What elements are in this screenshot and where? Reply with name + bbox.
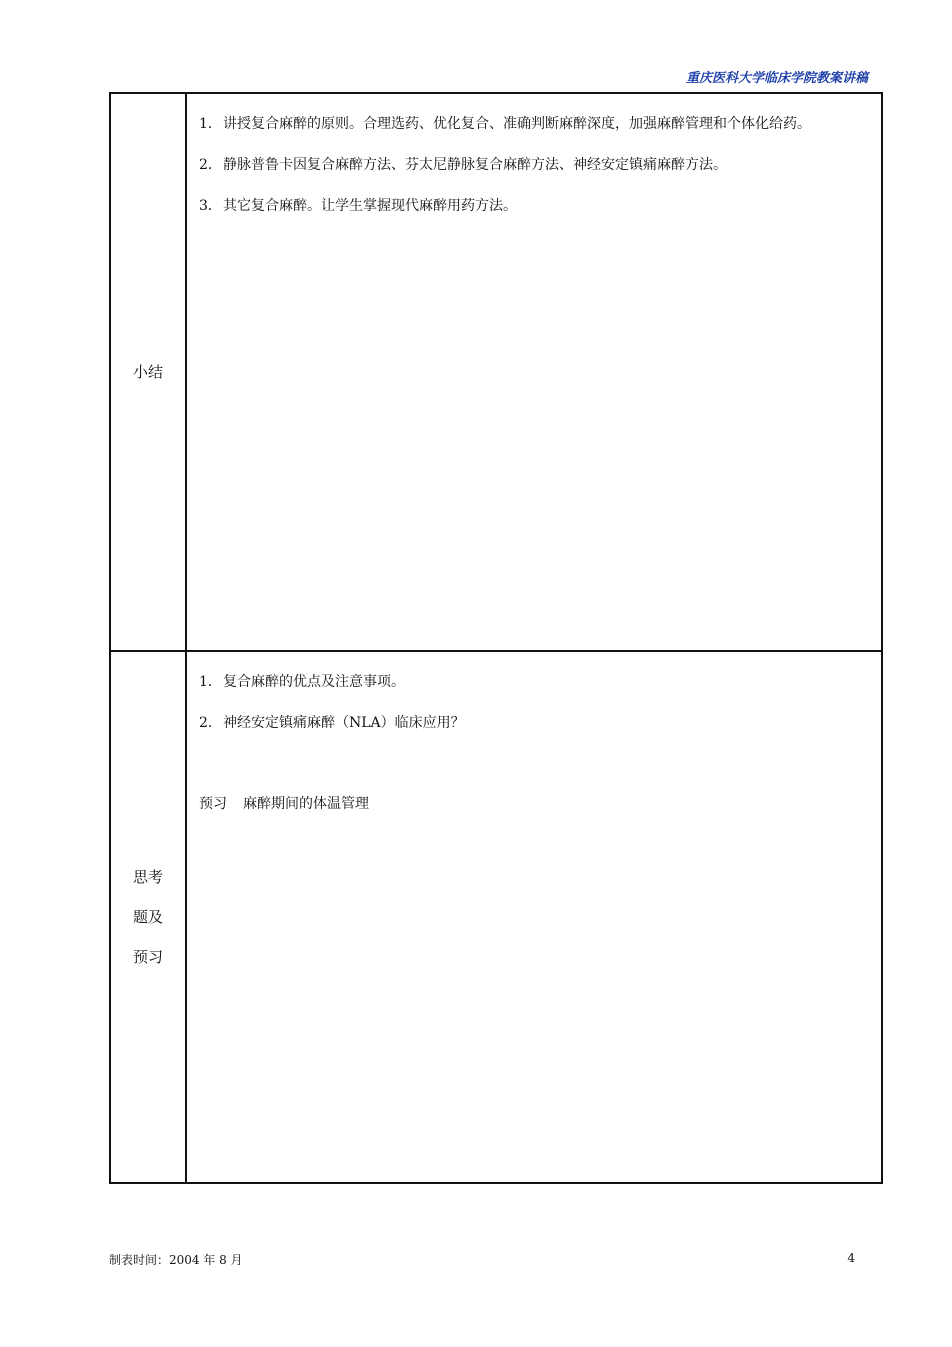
document-header-title: 重庆医科大学临床学院教案讲稿 (685, 71, 868, 86)
thinking-row (110, 651, 882, 1183)
summary-item-3 (199, 186, 871, 227)
summary-label-cell (110, 93, 186, 651)
summary-item-2 (199, 145, 871, 186)
thinking-label-line-3: 预习 (132, 948, 163, 966)
summary-content-cell (186, 93, 882, 651)
summary-item-number: 1． (199, 116, 222, 132)
thinking-item-text: 神经安定镇痛麻醉（NLA）临床应用？ (223, 715, 465, 731)
thinking-item-number: 2． (199, 715, 222, 731)
thinking-item-number: 1． (199, 674, 222, 690)
summary-row (110, 93, 882, 651)
page-number: 4 (847, 1251, 855, 1265)
preview-label: 预习 (199, 796, 227, 812)
summary-item-number: 3． (199, 198, 222, 214)
summary-item-text: 其它复合麻醉。让学生掌握现代麻醉用药方法。 (223, 198, 517, 214)
summary-item-text: 讲授复合麻醉的原则。合理选药、优化复合、准确判断麻醉深度，加强麻醉管理和个体化给药。 (223, 116, 811, 132)
summary-item-number: 2． (199, 157, 222, 173)
thinking-item-1 (199, 662, 871, 703)
thinking-label-line-1: 思考 (132, 868, 163, 886)
summary-item-1 (199, 104, 871, 145)
thinking-item-text: 复合麻醉的优点及注意事项。 (223, 674, 405, 690)
summary-label: 小结 (132, 363, 163, 381)
thinking-label-line-2: 题及 (132, 908, 163, 926)
preview-text: 麻醉期间的体温管理 (243, 796, 369, 812)
thinking-item-2 (199, 703, 871, 744)
thinking-label-cell (110, 651, 186, 1183)
footer-date: 制表时间：2004 年 8 月 (109, 1253, 243, 1267)
lesson-plan-table (109, 92, 883, 1184)
summary-item-text: 静脉普鲁卡因复合麻醉方法、芬太尼静脉复合麻醉方法、神经安定镇痛麻醉方法。 (223, 157, 727, 173)
thinking-content-cell (186, 651, 882, 1183)
preview-line (199, 784, 871, 825)
